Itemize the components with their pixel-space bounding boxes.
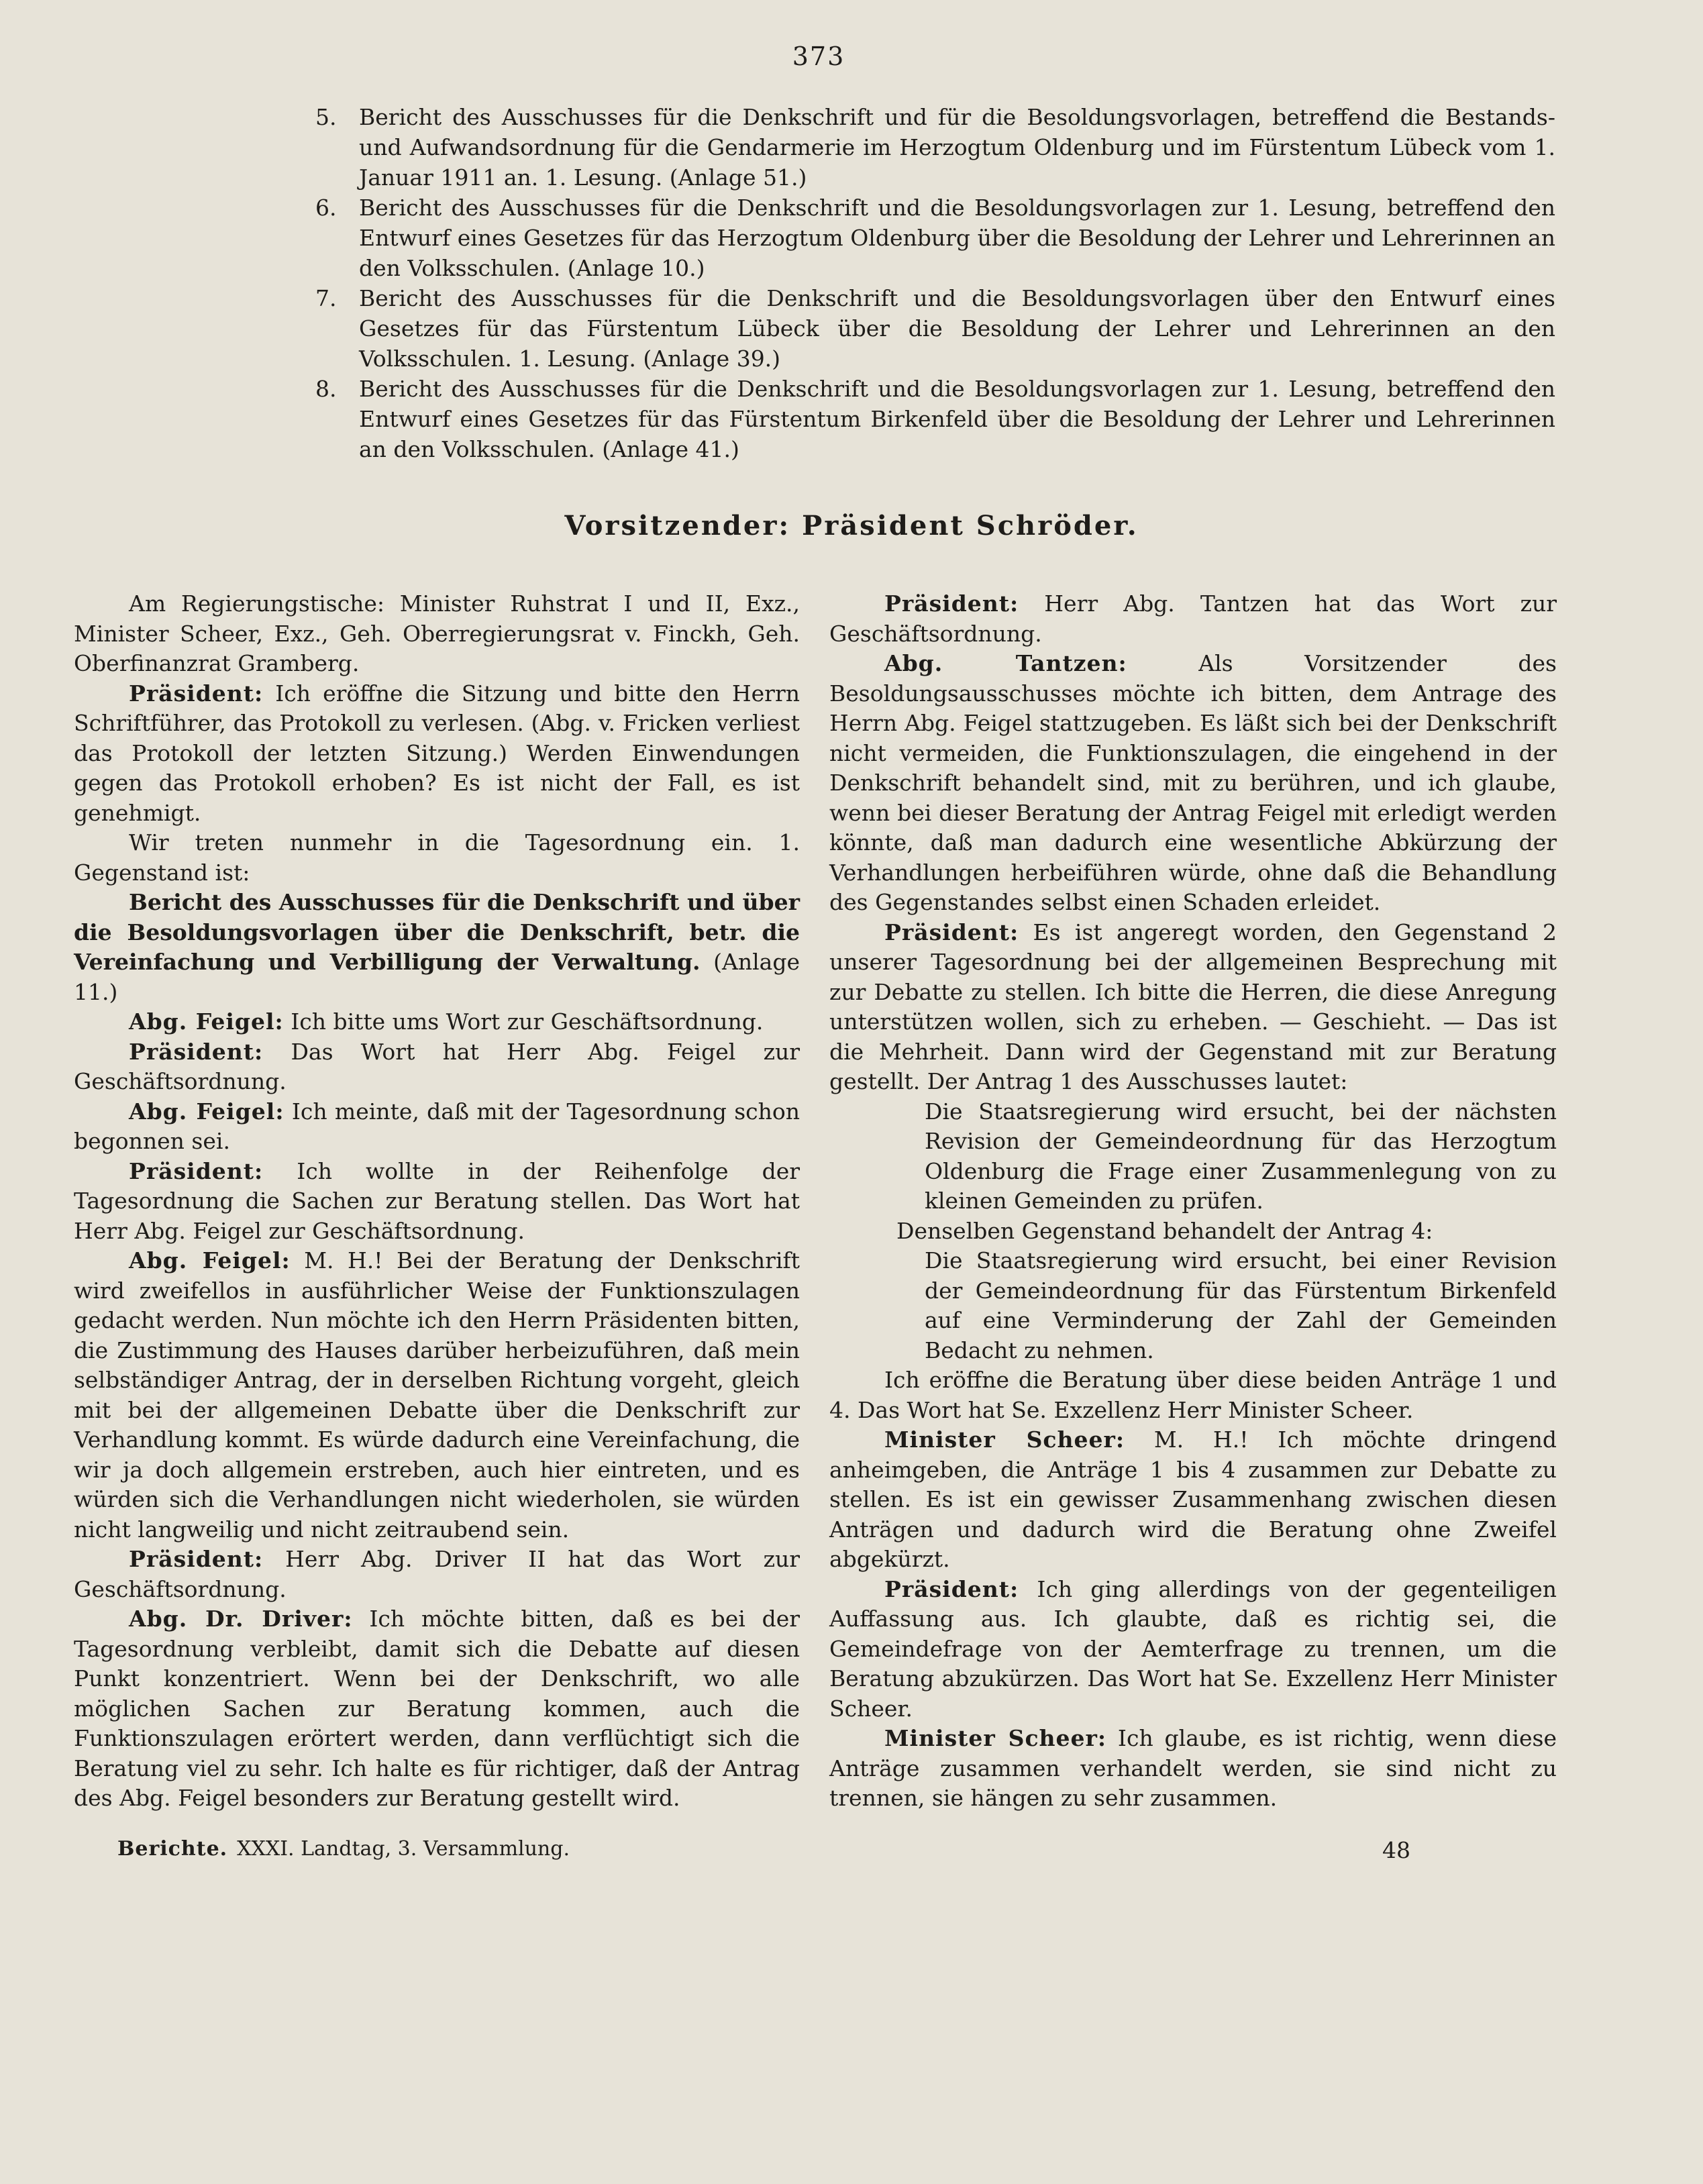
speaker-name: Abg. Feigel: — [129, 1098, 285, 1125]
speaker-name: Minister Scheer: — [884, 1725, 1107, 1751]
speech-text: Ich ging allerdings von der gegenteiligen Auffassung aus. Ich glaubte, daß es richtig sei, die Gemeindefrage von der Aemterfrage zu trennen, um die Beratung abzukürzen. Das Wort hat Se. Exzellenz Herr Minister Scheer. — [829, 1575, 1557, 1722]
speech-paragraph — [74, 1097, 800, 1157]
agenda-item-number: 5. — [315, 104, 337, 130]
speech-paragraph — [829, 589, 1557, 649]
left-column — [74, 589, 800, 1814]
chair-heading: Vorsitzender: Präsident Schröder. — [564, 510, 1139, 541]
speech-paragraph — [925, 1097, 1557, 1216]
speaker-name: Präsident: — [884, 919, 1019, 945]
speech-paragraph — [74, 888, 800, 1007]
speech-text: Herr Abg. Driver II hat das Wort zur Geschäftsordnung. — [74, 1546, 800, 1602]
speech-text: Wir treten nunmehr in die Tagesordnung ein. 1. Gegenstand ist: — [74, 829, 800, 886]
speech-text: Es ist angeregt worden, den Gegenstand 2 unserer Tagesordnung bei der allgemeinen Besprechung mit zur Debatte zu stellen. Ich bitte die Herren, die diese Anregung unterstützen wollen, sich zu erheben. — Geschieht. — Das ist die Mehrheit. Dann wird der Gegenstand mit zur Beratung gestellt. Der Antrag 1 des Ausschusses lautet: — [829, 919, 1557, 1094]
agenda-item-number: 8. — [315, 376, 337, 402]
speech-paragraph — [829, 1724, 1557, 1814]
speech-paragraph — [74, 589, 800, 679]
agenda-item — [315, 193, 1555, 283]
footer-left — [117, 1837, 570, 1861]
speech-paragraph — [74, 1037, 800, 1097]
agenda-item-number: 7. — [315, 285, 337, 311]
speaker-name: Präsident: — [129, 1546, 264, 1572]
speech-text: Das Wort hat Herr Abg. Feigel zur Geschäftsordnung. — [74, 1038, 800, 1094]
speech-paragraph — [74, 1246, 800, 1545]
speech-text: Ich eröffne die Beratung über diese beiden Anträge 1 und 4. Das Wort hat Se. Exzellenz Herr Minister Scheer. — [829, 1367, 1557, 1423]
speech-paragraph — [74, 1157, 800, 1247]
speaker-name: Abg. Feigel: — [129, 1008, 284, 1035]
speech-text: Die Staatsregierung wird ersucht, bei einer Revision der Gemeindeordnung für das Fürstentum Birkenfeld auf eine Verminderung der Zahl der Gemeinden Bedacht zu nehmen. — [925, 1247, 1557, 1363]
speech-text: Die Staatsregierung wird ersucht, bei der nächsten Revision der Gemeindeordnung für das Herzogtum Oldenburg die Frage einer Zusammenlegung von zu kleinen Gemeinden zu prüfen. — [925, 1098, 1557, 1214]
speech-text: Ich bitte ums Wort zur Geschäftsordnung. — [291, 1008, 764, 1035]
speaker-name: Präsident: — [884, 1575, 1019, 1602]
speech-text: Ich möchte bitten, daß es bei der Tagesordnung verbleibt, damit sich die Debatte auf diesen Punkt konzentriert. Wenn bei der Denkschrift, wo alle möglichen Sachen zur Beratung kommen, auch die Funktionszulagen erörtert werden, dann verflüchtigt sich die Beratung viel zu sehr. Ich halte es für richtiger, daß der Antrag des Abg. Feigel besonders zur Beratung gestellt wird. — [74, 1606, 800, 1811]
speech-text: Ich glaube, es ist richtig, wenn diese Anträge zusammen verhandelt werden, sie sind nicht zu trennen, sie hängen zu sehr zusammen. — [829, 1725, 1557, 1811]
agenda-list — [315, 102, 1555, 464]
speaker-name: Abg. Dr. Driver: — [129, 1606, 353, 1632]
speech-paragraph — [74, 1604, 800, 1814]
speech-paragraph — [925, 1246, 1557, 1365]
agenda-item — [315, 283, 1555, 374]
speech-text: Am Regierungstische: Minister Ruhstrat I und II, Exz., Minister Scheer, Exz., Geh. Oberregierungsrat v. Finckh, Geh. Oberfinanzrat Gramberg. — [74, 590, 800, 676]
speaker-name: Präsident: — [129, 1038, 264, 1065]
speech-paragraph — [74, 679, 800, 829]
speech-text: Bericht des Ausschusses für die Denkschrift und über die Besoldungsvorlagen über die Denkschrift, betr. die Vereinfachung und Verbilligung der Verwaltung. — [74, 889, 800, 975]
speech-text: Als Vorsitzender des Besoldungsausschusses möchte ich bitten, dem Antrage des Herrn Abg. Feigel stattzugeben. Es läßt sich bei der Denkschrift nicht vermeiden, die Funktionszulagen, die eingehend in der Denkschrift behandelt sind, mit zu berühren, und ich glaube, wenn bei dieser Beratung der Antrag Feigel mit erledigt werden könnte, daß man dadurch eine wesentliche Abkürzung der Verhandlungen herbeiführen würde, ohne daß die Behandlung des Gegenstandes selbst einen Schaden erleidet. — [829, 650, 1557, 915]
agenda-item-text: Bericht des Ausschusses für die Denkschrift und die Besoldungsvorlagen zur 1. Lesung, betreffend den Entwurf eines Gesetzes für das Herzogtum Oldenburg über die Besoldung der Lehrer und Lehrerinnen an den Volksschulen. (Anlage 10.) — [359, 195, 1555, 281]
speech-text: M. H.! Ich möchte dringend anheimgeben, die Anträge 1 bis 4 zusammen zur Debatte zu stellen. Es ist ein gewisser Zusammenhang zwischen diesen Anträgen und dadurch wird die Beratung ohne Zweifel abgekürzt. — [829, 1426, 1557, 1572]
agenda-item — [315, 102, 1555, 193]
page-number: 373 — [792, 42, 845, 71]
speaker-name: Minister Scheer: — [884, 1426, 1125, 1453]
footer-text: XXXI. Landtag, 3. Versammlung. — [237, 1837, 570, 1861]
speech-paragraph — [829, 918, 1557, 1097]
speech-paragraph — [829, 649, 1557, 918]
speech-paragraph — [74, 828, 800, 888]
speech-text: Ich wollte in der Reihenfolge der Tagesordnung die Sachen zur Beratung stellen. Das Wort hat Herr Abg. Feigel zur Geschäftsordnung. — [74, 1157, 801, 1244]
speaker-name: Abg. Tantzen: — [884, 650, 1127, 676]
speech-text: Ich eröffne die Sitzung und bitte den Herrn Schriftführer, das Protokoll zu verlesen. (Abg. v. Fricken verliest das Protokoll der letzten Sitzung.) Werden Einwendungen gegen das Protokoll erhoben? Es ist nicht der Fall, es ist genehmigt. — [74, 680, 800, 826]
speech-paragraph — [74, 1007, 800, 1037]
speaker-name: Präsident: — [129, 680, 264, 707]
speech-text: Denselben Gegenstand behandelt der Antrag 4: — [896, 1217, 1433, 1244]
speaker-name: Abg. Feigel: — [129, 1247, 291, 1273]
agenda-item-text: Bericht des Ausschusses für die Denkschrift und für die Besoldungsvorlagen, betreffend die Bestands- und Aufwandsordnung für die Gendarmerie im Herzogtum Oldenburg und im Fürstentum Lübeck vom 1. Januar 1911 an. 1. Lesung. (Anlage 51.) — [359, 104, 1555, 191]
speech-paragraph — [829, 1575, 1557, 1724]
speech-text: Ich meinte, daß mit der Tagesordnung schon begonnen sei. — [74, 1098, 800, 1154]
footer-label: Berichte. — [117, 1837, 228, 1861]
agenda-item-text: Bericht des Ausschusses für die Denkschrift und die Besoldungsvorlagen zur 1. Lesung, betreffend den Entwurf eines Gesetzes für das Fürstentum Birkenfeld über die Besoldung der Lehrer und Lehrerinnen an den Volksschulen. (Anlage 41.) — [359, 376, 1555, 462]
speech-text: M. H.! Bei der Beratung der Denkschrift wird zweifellos in ausführlicher Weise der Funktionszulagen gedacht werden. Nun möchte ich den Herrn Präsidenten bitten, die Zustimmung des Hauses darüber herbeizuführen, daß mein selbständiger Antrag, der in derselben Richtung vorgeht, gleich mit bei der allgemeinen Debatte über die Denkschrift zur Verhandlung kommt. Es würde dadurch eine Vereinfachung, die wir ja doch allgemein erstreben, auch hier eintreten, und es würden sich die Verhandlungen nicht wiederholen, sie würden nicht langweilig und nicht zeitraubend sein. — [74, 1247, 800, 1543]
speaker-name: Präsident: — [884, 590, 1019, 617]
annex-reference: (Anlage 11.) — [74, 949, 800, 1005]
right-column — [829, 589, 1557, 1814]
speech-paragraph — [829, 1365, 1557, 1425]
sheet-number: 48 — [1382, 1837, 1410, 1863]
speech-paragraph — [829, 1425, 1557, 1575]
speaker-name: Präsident: — [129, 1157, 264, 1184]
agenda-item — [315, 374, 1555, 464]
speech-paragraph — [896, 1216, 1557, 1247]
speech-paragraph — [74, 1545, 800, 1604]
agenda-item-number: 6. — [315, 195, 337, 221]
speech-text: Herr Abg. Tantzen hat das Wort zur Geschäftsordnung. — [829, 590, 1557, 647]
agenda-item-text: Bericht des Ausschusses für die Denkschrift und die Besoldungsvorlagen über den Entwurf eines Gesetzes für das Fürstentum Lübeck über die Besoldung der Lehrer und Lehrerinnen an den Volksschulen. 1. Lesung. (Anlage 39.) — [359, 285, 1555, 372]
